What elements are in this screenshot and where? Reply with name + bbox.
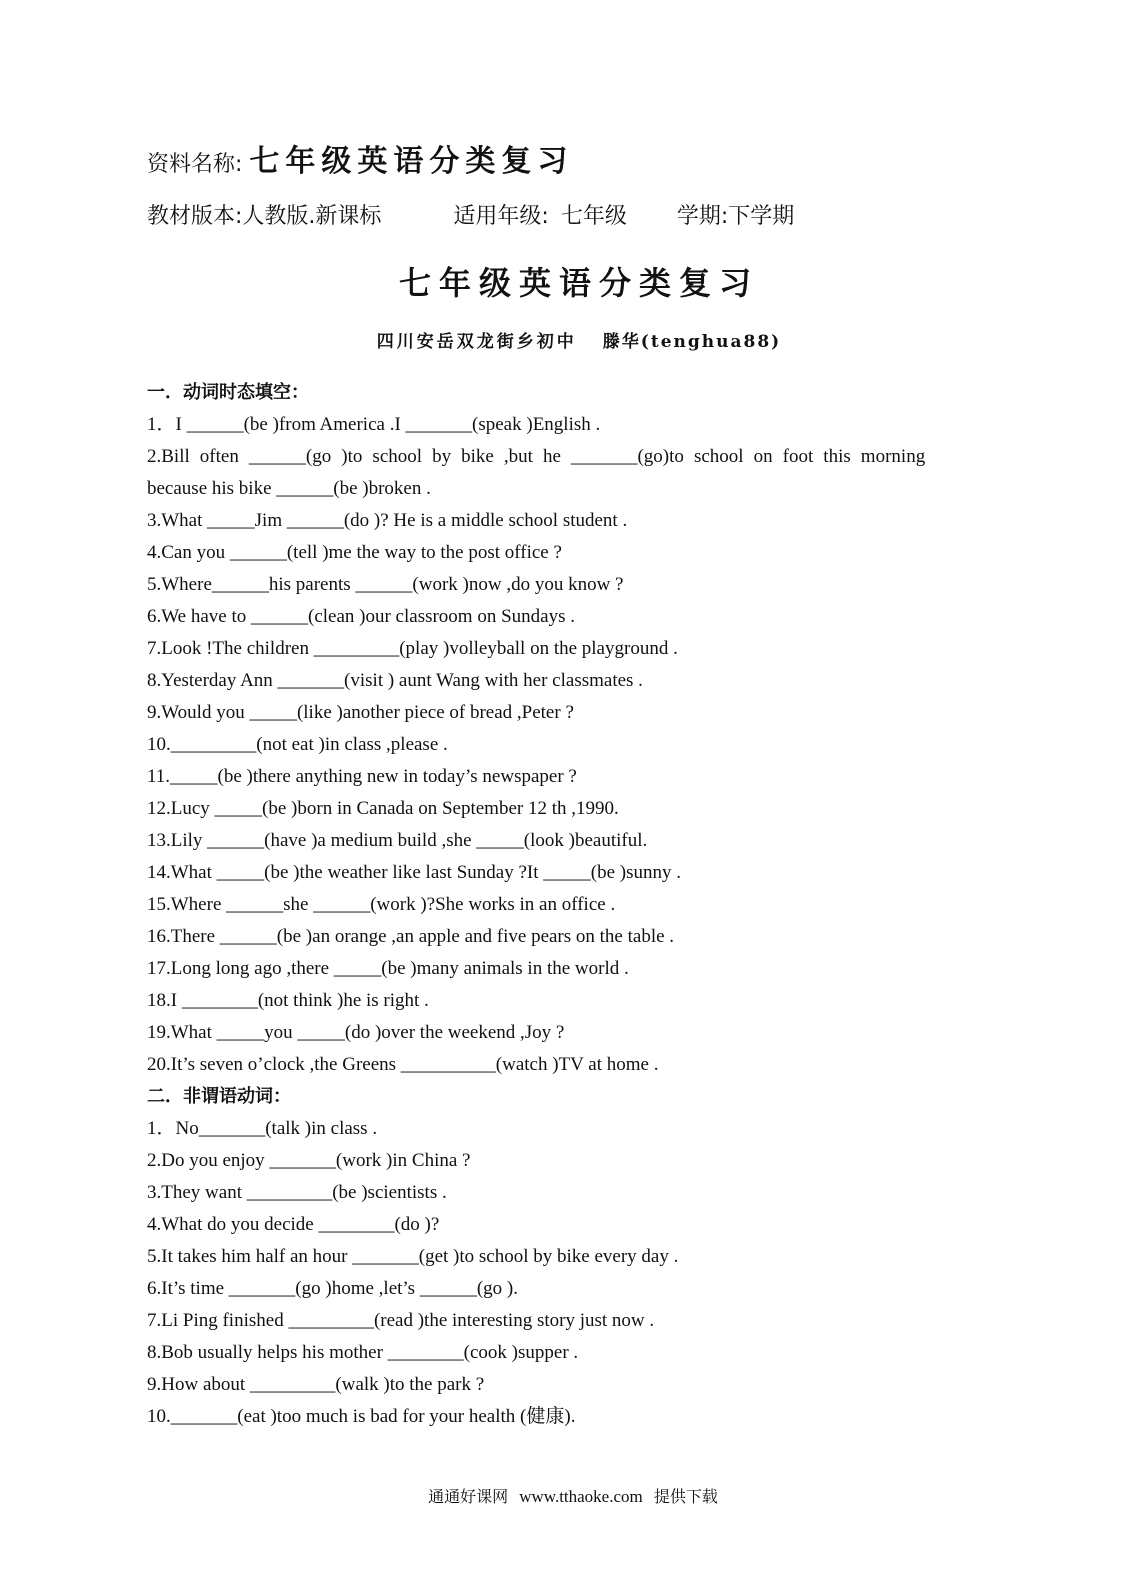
exercise-item: 17.Long long ago ,there _____(be )many animals in the world . <box>147 958 629 979</box>
footer-url[interactable]: www.tthaoke.com <box>519 1487 643 1506</box>
exercise-item-continuation: because his bike ______(be )broken . <box>147 478 431 499</box>
section-heading-nonfinite: 二．非谓语动词： <box>147 1086 291 1107</box>
exercise-item: 10._________(not eat )in class ,please . <box>147 734 448 755</box>
material-name-line <box>147 136 573 180</box>
section-heading-tense: 一．动词时态填空： <box>147 382 309 403</box>
exercise-item: 20.It’s seven o’clock ,the Greens __________(watch )TV at home . <box>147 1054 659 1075</box>
page-footer <box>0 1484 1146 1507</box>
exercise-item: 2.Do you enjoy _______(work )in China ? <box>147 1150 471 1171</box>
edition-label: 教材版本: <box>147 204 243 229</box>
exercise-item: 3.What _____Jim ______(do )? He is a middle school student . <box>147 510 628 531</box>
exercise-item: 1．I ______(be )from America .I _______(speak )English . <box>147 414 601 435</box>
exercise-item: 16.There ______(be )an orange ,an apple and five pears on the table . <box>147 926 675 947</box>
material-name-label: 资料名称: <box>147 152 243 177</box>
exercise-item: 4.What do you decide ________(do )? <box>147 1214 440 1235</box>
exercise-item: 7.Look !The children _________(play )volleyball on the playground . <box>147 638 678 659</box>
exercise-item: 5.Where______his parents ______(work )now ,do you know ? <box>147 574 624 595</box>
term-label: 学期: <box>676 204 729 229</box>
material-info-line <box>147 199 794 230</box>
author-name: 滕华(tenghua88) <box>602 332 782 352</box>
exercise-item: 6.It’s time _______(go )home ,let’s ______(go ). <box>147 1278 518 1299</box>
term-value: 下学期 <box>728 204 795 229</box>
exercise-item: 15.Where ______she ______(work )?She works in an office . <box>147 894 616 915</box>
exercise-item: 2.Bill often ______(go )to school by bike ,but he _______(go)to school on foot this morning <box>147 446 926 467</box>
grade-value: 七年级 <box>560 204 627 229</box>
author-line <box>0 327 1146 353</box>
exercise-item: 13.Lily ______(have )a medium build ,she _____(look )beautiful. <box>147 830 648 851</box>
exercise-item: 12.Lucy _____(be )born in Canada on September 12 th ,1990. <box>147 798 619 819</box>
exercise-item: 9.Would you _____(like )another piece of bread ,Peter ? <box>147 702 574 723</box>
edition-value: 人教版.新课标 <box>242 204 382 229</box>
footer-note: 提供下载 <box>653 1487 718 1506</box>
exercise-item: 6.We have to ______(clean )our classroom on Sundays . <box>147 606 575 627</box>
exercise-item: 19.What _____you _____(do )over the weekend ,Joy ? <box>147 1022 565 1043</box>
exercise-item: 14.What _____(be )the weather like last Sunday ?It _____(be )sunny . <box>147 862 681 883</box>
exercise-item: 11._____(be )there anything new in today’s newspaper ? <box>147 766 577 787</box>
exercise-item: 7.Li Ping finished _________(read )the interesting story just now . <box>147 1310 655 1331</box>
exercise-item: 18.I ________(not think )he is right . <box>147 990 429 1011</box>
document-title: 七年级英语分类复习 <box>398 264 759 302</box>
exercise-item: 8.Yesterday Ann _______(visit ) aunt Wang with her classmates . <box>147 670 643 691</box>
exercise-item: 8.Bob usually helps his mother ________(cook )supper . <box>147 1342 579 1363</box>
exercise-item: 5.It takes him half an hour _______(get )to school by bike every day . <box>147 1246 679 1267</box>
exercise-item: 1．No_______(talk )in class . <box>147 1118 378 1139</box>
material-name-value: 七年级英语分类复习 <box>249 144 574 179</box>
grade-label: 适用年级: <box>453 204 549 229</box>
exercise-item: 10._______(eat )too much is bad for your health (健康). <box>147 1406 576 1427</box>
exercise-item: 3.They want _________(be )scientists . <box>147 1182 447 1203</box>
exercise-content <box>147 377 1013 1433</box>
exercise-item: 4.Can you ______(tell )me the way to the post office ? <box>147 542 562 563</box>
author-school: 四川安岳双龙街乡初中 <box>376 332 577 352</box>
footer-site-name: 通通好课网 <box>428 1487 509 1506</box>
exercise-item: 9.How about _________(walk )to the park ? <box>147 1374 485 1395</box>
